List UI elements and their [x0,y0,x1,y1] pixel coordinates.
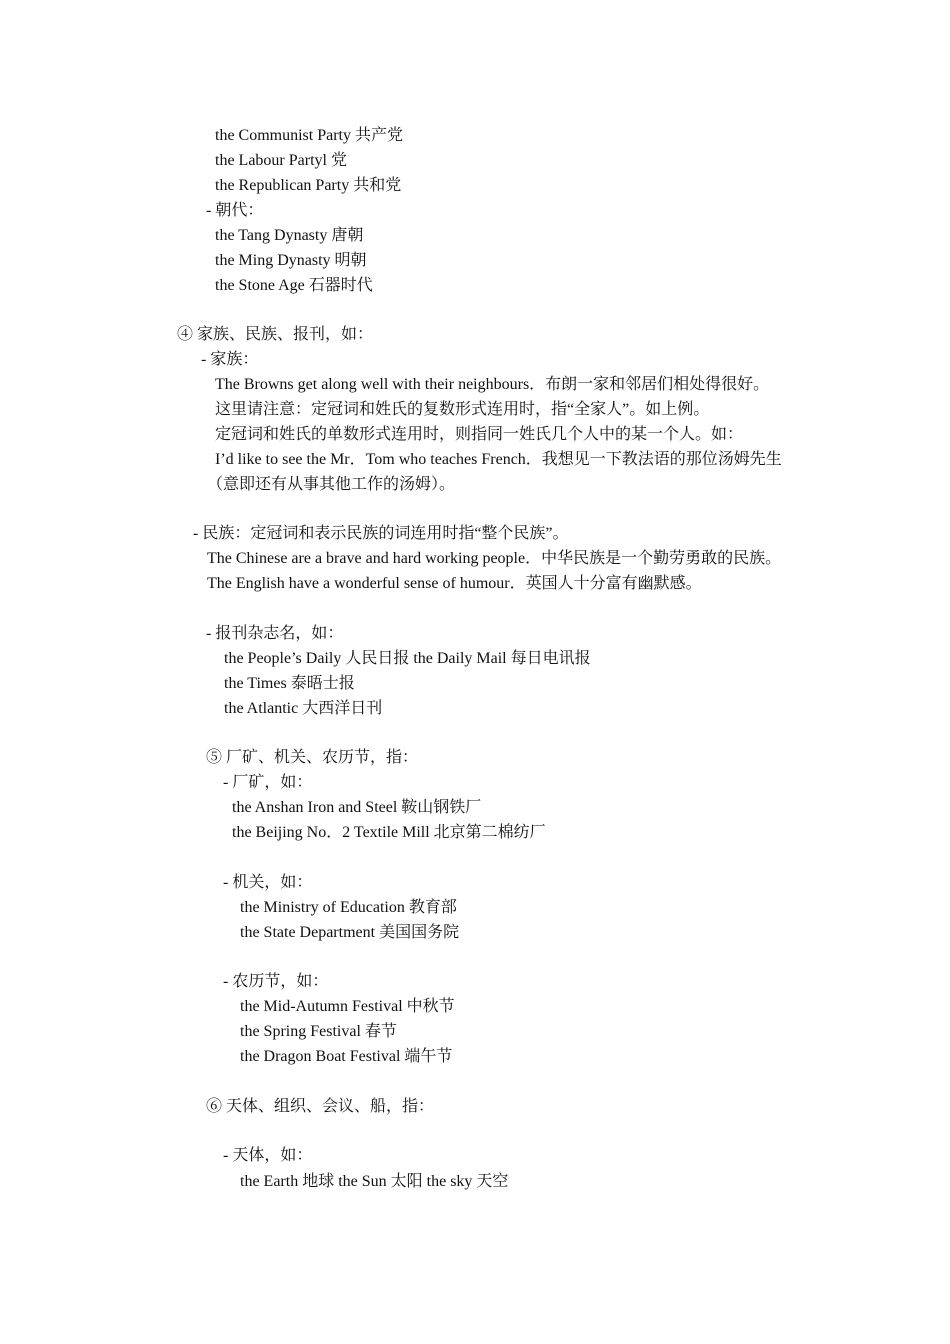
text-line: The Chinese are a brave and hard working people．中华民族是一个勤劳勇敢的民族。 [207,550,782,567]
text-line: the Anshan Iron and Steel 鞍山钢铁厂 [232,799,482,816]
text-line: The English have a wonderful sense of humour．英国人十分富有幽默感。 [207,575,702,592]
text-line: the Republican Party 共和党 [215,177,402,194]
text-line: I’d like to see the Mr．Tom who teaches French．我想见一下教法语的那位汤姆先生 [215,451,782,468]
text-line: - 农历节，如： [223,973,329,990]
text-line: - 民族：定冠词和表示民族的词连用时指“整个民族”。 [193,525,569,542]
text-line: the State Department 美国国务院 [240,924,460,941]
text-line: the Beijing No．2 Textile Mill 北京第二棉纺厂 [232,824,546,841]
text-line: - 厂矿，如： [223,774,313,791]
text-line: The Browns get along well with their neighbours．布朗一家和邻居们相处得很好。 [215,376,770,393]
text-line: the Spring Festival 春节 [240,1023,397,1040]
text-line: the Ministry of Education 教育部 [240,899,457,916]
text-line: the Times 泰晤士报 [224,675,355,692]
text-line: - 朝代： [206,202,264,219]
text-line: the Labour Partyl 党 [215,152,347,169]
section-heading: ④ 家族、民族、报刊，如： [177,326,374,343]
text-line: the Earth 地球 the Sun 太阳 the sky 天空 [240,1173,509,1190]
text-line: the Stone Age 石器时代 [215,277,373,294]
text-line: the Ming Dynasty 明朝 [215,252,367,269]
text-line: 定冠词和姓氏的单数形式连用时，则指同一姓氏几个人中的某一个人。如： [215,426,744,443]
text-line: the Mid-Autumn Festival 中秋节 [240,998,455,1015]
text-line: the Dragon Boat Festival 端午节 [240,1048,453,1065]
section-heading: ⑤ 厂矿、机关、农历节，指： [206,749,419,766]
text-line: - 机关，如： [223,874,313,891]
text-line: （意即还有从事其他工作的汤姆）。 [207,476,456,493]
text-line: the Atlantic 大西洋日刊 [224,700,383,717]
section-heading: ⑥ 天体、组织、会议、船，指： [206,1098,435,1115]
text-line: - 报刊杂志名，如： [206,625,344,642]
text-line: the Communist Party 共产党 [215,127,404,144]
text-line: the Tang Dynasty 唐朝 [215,227,364,244]
text-line: - 家族： [201,351,259,368]
text-line: 这里请注意：定冠词和姓氏的复数形式连用时，指“全家人”。如上例。 [215,401,710,418]
text-line: the People’s Daily 人民日报 the Daily Mail 每日电讯报 [224,650,591,667]
text-line: - 天体，如： [223,1147,313,1164]
